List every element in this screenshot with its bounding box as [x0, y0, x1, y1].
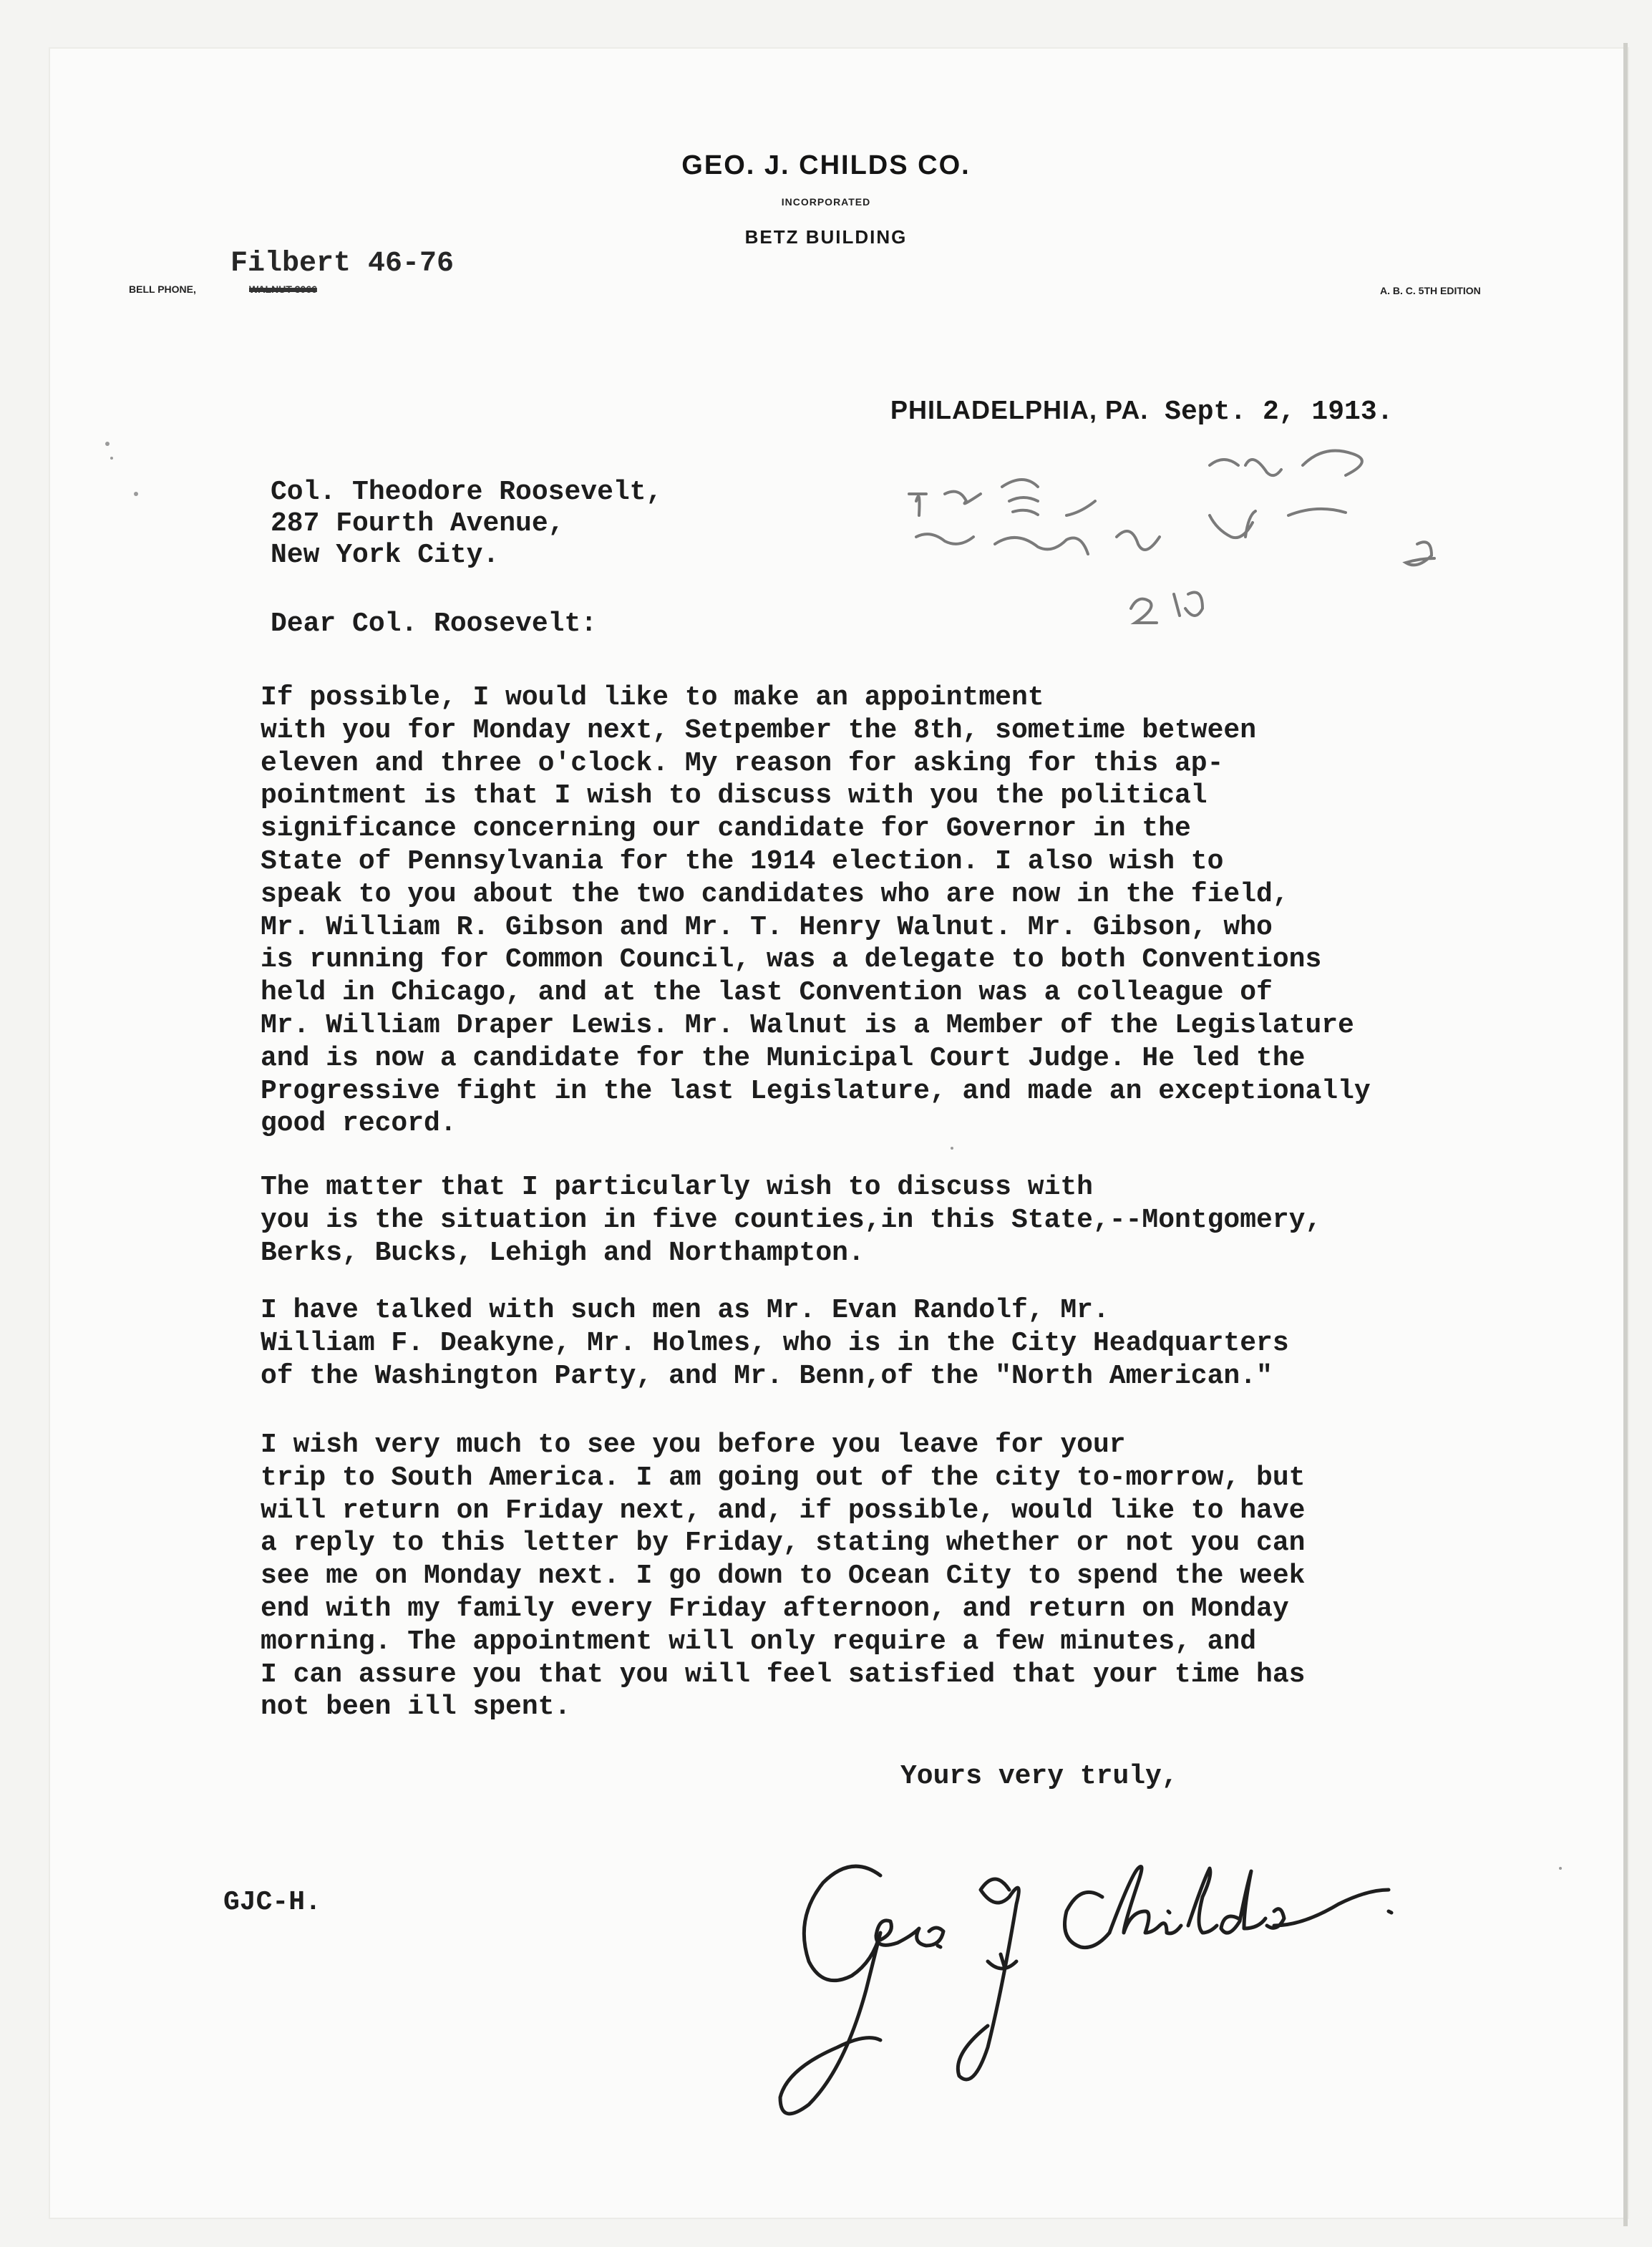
text-line: trip to South America. I am going out of the city to-morrow, but — [261, 1462, 1306, 1493]
text-line: will return on Friday next, and, if possible, would like to have — [261, 1495, 1306, 1526]
phone-label: BELL PHONE, — [129, 283, 196, 295]
text-line: State of Pennsylvania for the 1914 election. I also wish to — [261, 845, 1224, 877]
address-line: Col. Theodore Roosevelt, — [271, 477, 663, 508]
phone-typed: Filbert 46-76 — [230, 248, 455, 280]
text-line: and is now a candidate for the Municipal Court Judge. He led the — [261, 1042, 1306, 1074]
place-date-line — [890, 395, 1393, 427]
address-line: New York City. — [271, 540, 500, 571]
text-line: speak to you about the two candidates who are now in the field, — [261, 878, 1289, 910]
date: Sept. 2, 1913. — [1165, 397, 1394, 427]
letterhead-building: BETZ BUILDING — [744, 226, 908, 248]
text-line: significance concerning our candidate for Governor in the — [261, 813, 1191, 845]
sheet-edge — [1623, 43, 1628, 2226]
text-line: Mr. William R. Gibson and Mr. T. Henry Walnut. Mr. Gibson, who — [261, 911, 1273, 943]
code-edition: A. B. C. 5TH EDITION — [1380, 285, 1481, 296]
text-line: with you for Monday next, Setpember the 8th, sometime between — [261, 714, 1257, 746]
text-line: Berks, Bucks, Lehigh and Northampton. — [261, 1237, 865, 1268]
letterhead-incorporated: INCORPORATED — [781, 196, 871, 208]
text-line: William F. Deakyne, Mr. Holmes, who is in the City Headquarters — [261, 1327, 1289, 1359]
text-line: good record. — [261, 1108, 457, 1140]
text-line: end with my family every Friday afternoon, and return on Monday — [261, 1593, 1289, 1624]
phone-struck-number: WALNUT 3066 — [249, 283, 317, 295]
paragraph — [261, 1294, 1563, 1392]
text-line: see me on Monday next. I go down to Ocean City to spend the week — [261, 1561, 1306, 1592]
text-line: I have talked with such men as Mr. Evan Randolf, Mr. — [261, 1295, 1109, 1326]
text-line: you is the situation in five counties,in this State,--Montgomery, — [261, 1204, 1322, 1236]
paragraph — [261, 1429, 1563, 1724]
text-line: I can assure you that you will feel satisfied that your time has — [261, 1659, 1306, 1690]
place: PHILADELPHIA, PA. — [890, 395, 1149, 424]
recipient-address — [271, 477, 662, 571]
text-line: Progressive fight in the last Legislature, and made an exceptionally — [261, 1075, 1371, 1107]
paragraph — [261, 681, 1563, 1140]
text-line: Mr. William Draper Lewis. Mr. Walnut is a Member of the Legislature — [261, 1009, 1354, 1041]
pencil-filing-marks — [902, 437, 1503, 666]
letterhead-company: GEO. J. CHILDS CO. — [681, 150, 971, 180]
paragraph — [261, 1171, 1563, 1269]
text-line: If possible, I would like to make an appointment — [261, 682, 1044, 713]
text-line: not been ill spent. — [261, 1692, 571, 1723]
address-line: 287 Fourth Avenue, — [271, 508, 565, 539]
text-line: pointment is that I wish to discuss with you the political — [261, 780, 1208, 812]
text-line: is running for Common Council, was a delegate to both Conventions — [261, 944, 1322, 976]
text-line: of the Washington Party, and Mr. Benn,of the "North American." — [261, 1360, 1273, 1392]
salutation: Dear Col. Roosevelt: — [271, 608, 598, 639]
text-line: morning. The appointment will only require a few minutes, and — [261, 1626, 1257, 1657]
text-line: a reply to this letter by Friday, stating whether or not you can — [261, 1528, 1306, 1559]
reference-initials: GJC-H. — [223, 1887, 321, 1918]
text-line: held in Chicago, and at the last Convention was a colleague of — [261, 977, 1273, 1009]
closing: Yours very truly, — [900, 1761, 1178, 1792]
text-line: eleven and three o'clock. My reason for asking for this ap- — [261, 747, 1224, 779]
handwritten-signature — [773, 1833, 1417, 2133]
text-line: I wish very much to see you before you leave for your — [261, 1430, 1126, 1460]
text-line: The matter that I particularly wish to discuss with — [261, 1172, 1093, 1203]
